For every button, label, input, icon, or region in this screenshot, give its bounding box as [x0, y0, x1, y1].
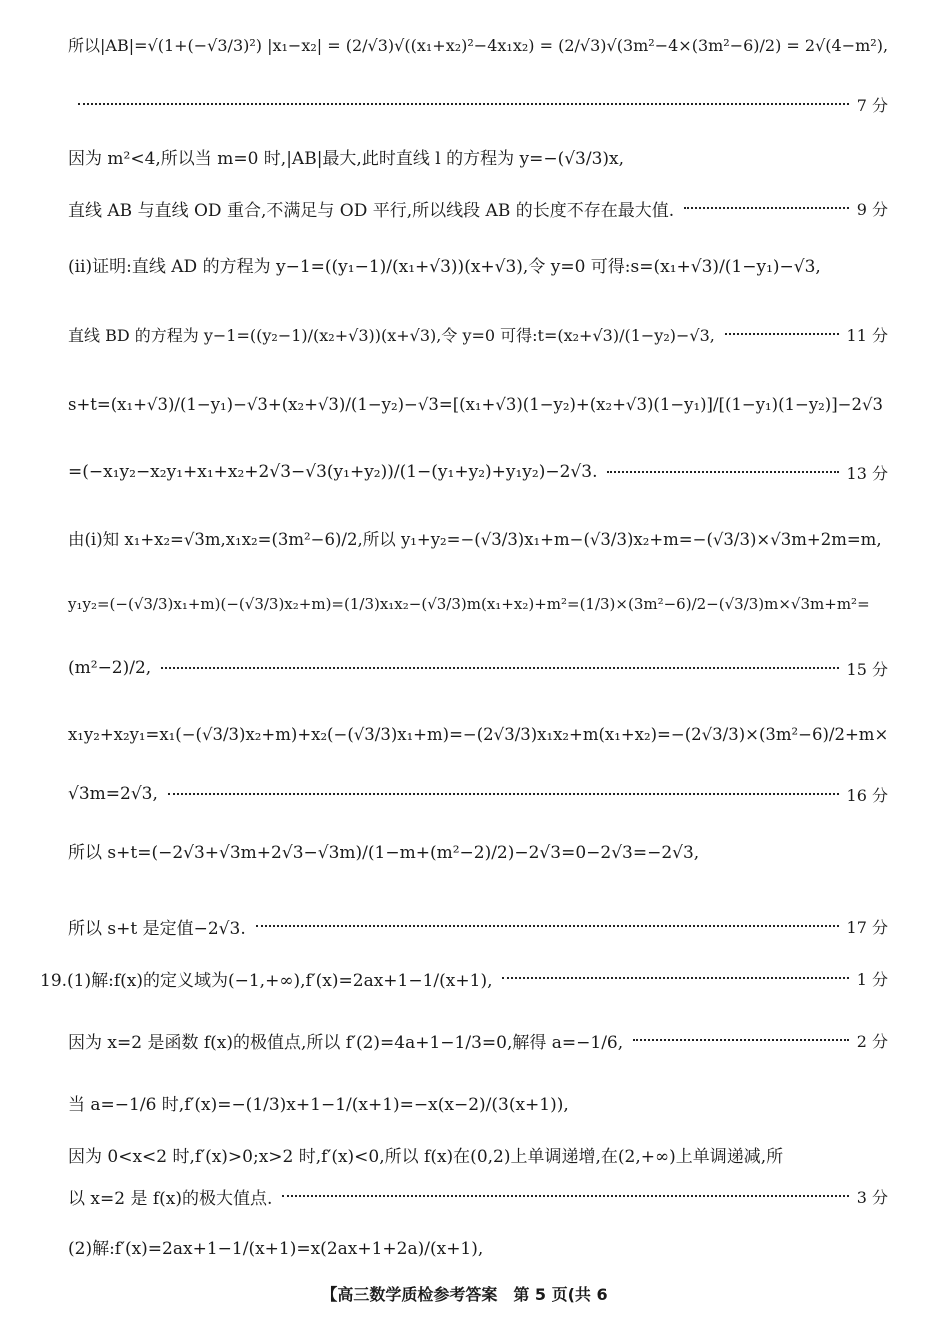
score-label: 17 分 — [846, 917, 888, 937]
line-text: 所以 s+t=(−2√3+√3m+2√3−√3m)/(1−m+(m²−2)/2)−2√3=0−2√3=−2√3, — [68, 842, 700, 863]
score-label: 1 分 — [856, 969, 888, 989]
score-row — [40, 963, 888, 993]
dot-leader — [168, 793, 839, 795]
score-row — [68, 319, 888, 349]
dot-leader — [725, 333, 839, 335]
score-label: 13 分 — [846, 463, 888, 483]
dot-leader — [282, 1195, 848, 1197]
solution-line — [0, 714, 929, 754]
score-label: 16 分 — [846, 785, 888, 805]
solution-line — [0, 1082, 929, 1122]
solution-line — [0, 136, 929, 176]
dot-leader — [607, 471, 838, 473]
line-text: =(−x₁y₂−x₂y₁+x₁+x₂+2√3−√3(y₁+y₂))/(1−(y₁+y₂)+y₁y₂)−2√3. — [68, 462, 598, 482]
line-text: 当 a=−1/6 时,f′(x)=−(1/3)x+1−1/(x+1)=−x(x−2)/(3(x+1)), — [68, 1094, 569, 1115]
solution-line — [0, 518, 929, 558]
solution-line — [0, 452, 929, 492]
dot-leader — [633, 1039, 849, 1041]
dot-leader — [78, 103, 849, 105]
dot-leader — [502, 977, 848, 979]
solution-line — [0, 958, 929, 998]
score-row — [68, 911, 888, 941]
line-text: (2)解:f′(x)=2ax+1−1/(x+1)=x(2ax+1+2a)/(x+1), — [68, 1238, 484, 1259]
line-text: 所以 s+t 是定值−2√3. — [68, 918, 246, 939]
dot-leader — [684, 207, 849, 209]
solution-line — [0, 384, 929, 424]
solution-line — [0, 314, 929, 354]
score-row — [68, 779, 888, 809]
solution-line — [0, 584, 929, 624]
solution-line — [0, 188, 929, 228]
dot-leader — [256, 925, 839, 927]
dot-leader — [161, 667, 838, 669]
solution-line — [0, 1226, 929, 1266]
score-label: 9 分 — [856, 199, 888, 219]
line-text: 以 x=2 是 f(x)的极大值点. — [68, 1188, 273, 1209]
line-text: y₁y₂=(−(√3/3)x₁+m)(−(√3/3)x₂+m)=(1/3)x₁x₂−(√3/3)m(x₁+x₂)+m²=(1/3)×(3m²−6)/2−(√3/3)m×√3m+m²= — [68, 595, 870, 613]
score-row — [68, 1025, 888, 1055]
solution-line — [0, 648, 929, 688]
solution-line — [0, 830, 929, 870]
solution-line — [0, 774, 929, 814]
line-text: x₁y₂+x₂y₁=x₁(−(√3/3)x₂+m)+x₂(−(√3/3)x₁+m)=−(2√3/3)x₁x₂+m(x₁+x₂)=−(2√3/3)×(3m²−6)/2+m× — [68, 724, 889, 744]
line-text: 直线 AB 与直线 OD 重合,不满足与 OD 平行,所以线段 AB 的长度不存在最大值. — [68, 200, 675, 221]
score-row — [68, 193, 888, 223]
score-label: 15 分 — [846, 659, 888, 679]
score-row — [68, 1181, 888, 1211]
score-row — [68, 653, 888, 683]
line-text: (m²−2)/2, — [68, 658, 152, 678]
solution-line — [0, 1176, 929, 1216]
line-text: 因为 x=2 是函数 f(x)的极值点,所以 f′(2)=4a+1−1/3=0,解得 a=−1/6, — [68, 1032, 624, 1053]
line-text: 直线 BD 的方程为 y−1=((y₂−1)/(x₂+√3))(x+√3),令 y=0 可得:t=(x₂+√3)/(1−y₂)−√3, — [68, 325, 715, 345]
line-text: 由(ⅰ)知 x₁+x₂=√3m,x₁x₂=(3m²−6)/2,所以 y₁+y₂=−(√3/3)x₁+m−(√3/3)x₂+m=−(√3/3)×√3m+2m=m, — [68, 530, 882, 549]
score-row — [68, 457, 888, 487]
line-text: 因为 m²<4,所以当 m=0 时,|AB|最大,此时直线 l 的方程为 y=−(√3/3)x, — [68, 148, 625, 169]
score-label: 11 分 — [846, 325, 888, 345]
solution-line — [0, 1134, 929, 1174]
page-footer: 【高三数学质检参考答案 第 5 页(共 6 — [321, 1285, 608, 1304]
solution-line — [0, 244, 929, 284]
line-text: (ⅱ)证明:直线 AD 的方程为 y−1=((y₁−1)/(x₁+√3))(x+√3),令 y=0 可得:s=(x₁+√3)/(1−y₁)−√3, — [68, 256, 821, 277]
line-text: 因为 0<x<2 时,f′(x)>0;x>2 时,f′(x)<0,所以 f(x)在(0,2)上单调递增,在(2,+∞)上单调递减,所 — [68, 1146, 784, 1167]
solution-line — [0, 84, 929, 124]
score-label: 2 分 — [856, 1031, 888, 1051]
score-row — [68, 89, 888, 119]
line-text: s+t=(x₁+√3)/(1−y₁)−√3+(x₂+√3)/(1−y₂)−√3=[(x₁+√3)(1−y₂)+(x₂+√3)(1−y₁)]/[(1−y₁)(1−y₂)]−2√3 — [68, 394, 883, 414]
solution-line — [0, 24, 929, 64]
score-label: 7 分 — [856, 95, 888, 115]
line-text: √3m=2√3, — [68, 784, 158, 804]
line-text: 所以|AB|=√(1+(−√3/3)²) |x₁−x₂| = (2/√3)√((x₁+x₂)²−4x₁x₂) = (2/√3)√(3m²−4×(3m²−6)/2) = 2√(4−m²), — [68, 35, 889, 55]
solution-line — [0, 1020, 929, 1060]
score-label: 3 分 — [856, 1187, 888, 1207]
solution-line — [0, 906, 929, 946]
line-text: 19.(1)解:f(x)的定义域为(−1,+∞),f′(x)=2ax+1−1/(x+1), — [40, 970, 493, 991]
